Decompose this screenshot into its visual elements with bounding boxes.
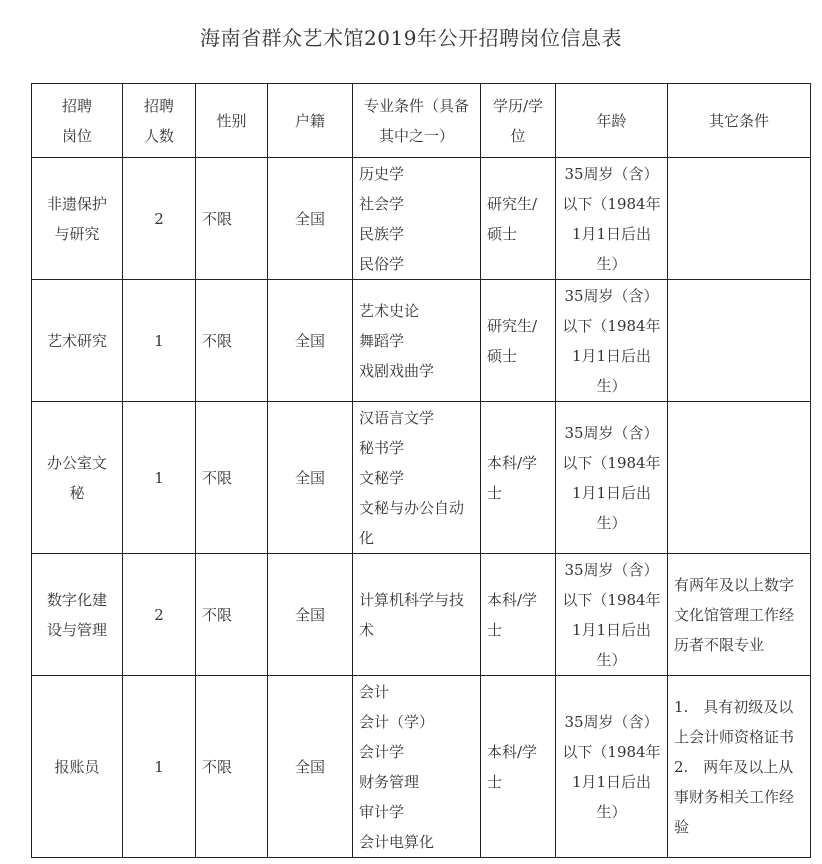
header-age: 年龄 bbox=[556, 84, 668, 158]
cell-household: 全国 bbox=[268, 554, 353, 676]
cell-line: 以下（1984年 bbox=[562, 742, 661, 761]
cell-line: 历史学 bbox=[359, 164, 405, 183]
cell-line: 专业条件（具备 bbox=[363, 96, 469, 115]
cell-other bbox=[668, 402, 811, 554]
cell-post bbox=[32, 402, 123, 554]
cell-line: 以下（1984年 bbox=[562, 316, 661, 335]
header-household: 户籍 bbox=[268, 84, 353, 158]
cell-age bbox=[556, 280, 668, 402]
cell-line: 1月1日后出 bbox=[571, 620, 652, 639]
cell-other bbox=[668, 280, 811, 402]
cell-line: 历者不限专业 bbox=[674, 635, 765, 654]
cell-major bbox=[353, 158, 481, 280]
cell-gender: 不限 bbox=[196, 158, 268, 280]
cell-line: 2. 两年及以上从 bbox=[674, 757, 794, 776]
header-other: 其它条件 bbox=[668, 84, 811, 158]
cell-line: 以下（1984年 bbox=[562, 194, 661, 213]
cell-age bbox=[556, 158, 668, 280]
cell-count: 2 bbox=[123, 554, 196, 676]
cell-line: 1月1日后出 bbox=[571, 483, 652, 502]
cell-gender: 不限 bbox=[196, 402, 268, 554]
cell-education bbox=[481, 676, 556, 858]
cell-line: 秘 bbox=[69, 483, 85, 502]
header-row bbox=[32, 84, 811, 158]
cell-line: 35周岁（含） bbox=[564, 712, 659, 731]
cell-age bbox=[556, 554, 668, 676]
cell-line: 术 bbox=[359, 620, 375, 639]
cell-line: 1月1日后出 bbox=[571, 346, 652, 365]
cell-line: 其中之一） bbox=[378, 126, 454, 145]
cell-other bbox=[668, 676, 811, 858]
cell-count: 2 bbox=[123, 158, 196, 280]
header-post bbox=[32, 84, 123, 158]
cell-other bbox=[668, 158, 811, 280]
cell-line: 35周岁（含） bbox=[564, 560, 659, 579]
cell-line: 会计电算化 bbox=[359, 832, 435, 851]
cell-other bbox=[668, 554, 811, 676]
cell-line: 上会计师资格证书 bbox=[674, 727, 795, 746]
cell-line: 学历/学 bbox=[492, 96, 544, 115]
cell-line: 士 bbox=[487, 620, 503, 639]
cell-count: 1 bbox=[123, 402, 196, 554]
table-row bbox=[32, 280, 811, 402]
cell-education bbox=[481, 158, 556, 280]
cell-count: 1 bbox=[123, 676, 196, 858]
cell-education bbox=[481, 554, 556, 676]
cell-line: 民俗学 bbox=[359, 254, 405, 273]
cell-line: 艺术研究 bbox=[46, 331, 107, 350]
cell-line: 审计学 bbox=[359, 802, 405, 821]
cell-line: 文秘学 bbox=[359, 468, 405, 487]
cell-line: 验 bbox=[674, 817, 690, 836]
cell-line: 本科/学 bbox=[487, 453, 538, 472]
cell-line: 生） bbox=[596, 650, 627, 669]
cell-line: 生） bbox=[596, 513, 627, 532]
cell-line: 士 bbox=[487, 772, 503, 791]
cell-line: 会计（学） bbox=[359, 712, 435, 731]
cell-line: 位 bbox=[510, 126, 526, 145]
cell-line: 1. 具有初级及以 bbox=[674, 697, 794, 716]
cell-household: 全国 bbox=[268, 676, 353, 858]
cell-age bbox=[556, 676, 668, 858]
cell-post bbox=[32, 280, 123, 402]
cell-line: 文化馆管理工作经 bbox=[674, 605, 795, 624]
cell-line: 数字化建 bbox=[46, 590, 107, 609]
table-row bbox=[32, 402, 811, 554]
cell-line: 生） bbox=[596, 376, 627, 395]
cell-line: 35周岁（含） bbox=[564, 423, 659, 442]
cell-line: 35周岁（含） bbox=[564, 286, 659, 305]
cell-major bbox=[353, 402, 481, 554]
cell-line: 岗位 bbox=[61, 126, 92, 145]
cell-line: 以下（1984年 bbox=[562, 590, 661, 609]
cell-line: 设与管理 bbox=[46, 620, 107, 639]
cell-line: 生） bbox=[596, 254, 627, 273]
cell-gender: 不限 bbox=[196, 554, 268, 676]
cell-line: 化 bbox=[359, 528, 375, 547]
cell-line: 会计学 bbox=[359, 742, 405, 761]
cell-line: 35周岁（含） bbox=[564, 164, 659, 183]
cell-post bbox=[32, 158, 123, 280]
cell-major bbox=[353, 280, 481, 402]
cell-line: 士 bbox=[487, 483, 503, 502]
header-gender: 性别 bbox=[196, 84, 268, 158]
table-row bbox=[32, 554, 811, 676]
cell-line: 办公室文 bbox=[46, 453, 107, 472]
cell-line: 硕士 bbox=[487, 224, 518, 243]
cell-line: 本科/学 bbox=[487, 742, 538, 761]
page-title: 海南省群众艺术馆2019年公开招聘岗位信息表 bbox=[200, 26, 622, 50]
cell-line: 报账员 bbox=[54, 757, 100, 776]
cell-line: 舞蹈学 bbox=[359, 331, 405, 350]
cell-line: 艺术史论 bbox=[359, 301, 420, 320]
cell-line: 本科/学 bbox=[487, 590, 538, 609]
cell-line: 事财务相关工作经 bbox=[674, 787, 795, 806]
header-major bbox=[353, 84, 481, 158]
cell-post bbox=[32, 554, 123, 676]
cell-line: 研究生/ bbox=[487, 194, 538, 213]
cell-household: 全国 bbox=[268, 158, 353, 280]
cell-line: 秘书学 bbox=[359, 438, 405, 457]
recruitment-table bbox=[31, 83, 811, 858]
cell-line: 社会学 bbox=[359, 194, 405, 213]
cell-gender: 不限 bbox=[196, 676, 268, 858]
cell-count: 1 bbox=[123, 280, 196, 402]
cell-line: 1月1日后出 bbox=[571, 772, 652, 791]
cell-line: 研究生/ bbox=[487, 316, 538, 335]
cell-age bbox=[556, 402, 668, 554]
header-count bbox=[123, 84, 196, 158]
table-row bbox=[32, 676, 811, 858]
cell-line: 文秘与办公自动 bbox=[359, 498, 465, 517]
header-education bbox=[481, 84, 556, 158]
cell-line: 财务管理 bbox=[359, 772, 420, 791]
cell-line: 会计 bbox=[359, 682, 390, 701]
cell-major bbox=[353, 676, 481, 858]
cell-gender: 不限 bbox=[196, 280, 268, 402]
cell-major bbox=[353, 554, 481, 676]
cell-line: 以下（1984年 bbox=[562, 453, 661, 472]
cell-post bbox=[32, 676, 123, 858]
cell-line: 戏剧戏曲学 bbox=[359, 361, 435, 380]
cell-line: 1月1日后出 bbox=[571, 224, 652, 243]
cell-household: 全国 bbox=[268, 402, 353, 554]
cell-line: 非遗保护 bbox=[46, 194, 107, 213]
cell-line: 与研究 bbox=[54, 224, 100, 243]
cell-line: 民族学 bbox=[359, 224, 405, 243]
cell-line: 生） bbox=[596, 802, 627, 821]
cell-education bbox=[481, 280, 556, 402]
cell-line: 计算机科学与技 bbox=[359, 590, 465, 609]
cell-line: 招聘 bbox=[61, 96, 92, 115]
cell-line: 有两年及以上数字 bbox=[674, 575, 795, 594]
cell-household: 全国 bbox=[268, 280, 353, 402]
cell-line: 招聘 bbox=[143, 96, 174, 115]
cell-line: 汉语言文学 bbox=[359, 408, 435, 427]
cell-line: 硕士 bbox=[487, 346, 518, 365]
cell-line: 人数 bbox=[143, 126, 174, 145]
cell-education bbox=[481, 402, 556, 554]
table-row bbox=[32, 158, 811, 280]
